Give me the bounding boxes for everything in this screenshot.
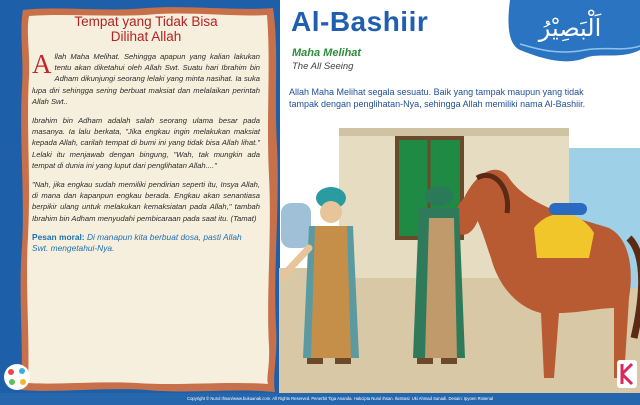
series-logo [2, 362, 32, 392]
arabic-name: اَلْبَصِيْرُ [538, 14, 602, 42]
drop-cap: A [32, 49, 52, 79]
moral-message [32, 232, 260, 255]
story-panel [32, 10, 260, 390]
meaning-indonesian: Maha Melihat [292, 47, 362, 59]
illustration-scene [279, 108, 640, 393]
name-description: Allah Maha Melihat segala sesuatu. Baik yang tampak maupun yang tidak tampak dengan penglihatan-Nya, sehingga Allah memiliki nama Al-Bashiir. [289, 87, 586, 109]
man-turban-right [413, 186, 465, 364]
story-paragraph-3: "Nah, jika engkau sudah memiliki pendirian seperti itu, Insya Allah, di mana dan kapanpun engkau berada. Engkau akan senantiasa berpikir ulang untuk melakukan kemaksiatan pada Allah," tambah Ibrahim bin Adham menyudahi pembicaraan pada saat itu. (Tamat) [32, 180, 260, 223]
moral-text: Di manapun kita berbuat dosa, pasti Allah Swt. mengetahui-Nya. [32, 231, 242, 254]
story-paragraph-1 [32, 51, 260, 107]
meaning-english: The All Seeing [292, 61, 354, 72]
clay-jar [281, 203, 311, 248]
story-title [32, 14, 260, 44]
story-paragraph-1-text: llah Maha Melihat. Sehingga apapun yang kalian lakukan tentu akan diketahui oleh Allah Swt. Suatu hari Ibrahim bin Adham dikunjungi seorang lelaki yang minta nasihat. Ia suka lupa diri sehingga sering berbuat maksiat dan melalaikan perintah Allah Swt.. [32, 52, 260, 106]
asmaul-husna-title: Al-Bashiir [291, 6, 429, 37]
story-title-line2: Dilihat Allah [110, 29, 182, 44]
copyright-text: Copyright © Nurul Ihsan/www.bukuanak.com. All Rights Reserved. Penerbit Tiga Ananda. Hakcipta Nurul Ihsan. Ilustrasi: Uki Ahmad Sanadi. Desain: Ipyoen Rosenal [187, 396, 493, 401]
moral-label: Pesan moral: [32, 231, 85, 242]
story-title-line1: Tempat yang Tidak Bisa [74, 14, 218, 29]
publisher-logo [617, 360, 637, 388]
story-paragraph-2: Ibrahim bin Adham adalah salah seorang ulama besar pada masanya. Ia lalu berkata, "Jika engkau ingin melakukan maksiat kepada Allah, carilah tempat di bumi ini yang tidak bisa Allah lihat." Lelaki itu menjawab dengan bingung, "Wah, tak mungkin ada tempat di dunia ini yang luput dari penglihatan Allah...." [32, 116, 260, 170]
